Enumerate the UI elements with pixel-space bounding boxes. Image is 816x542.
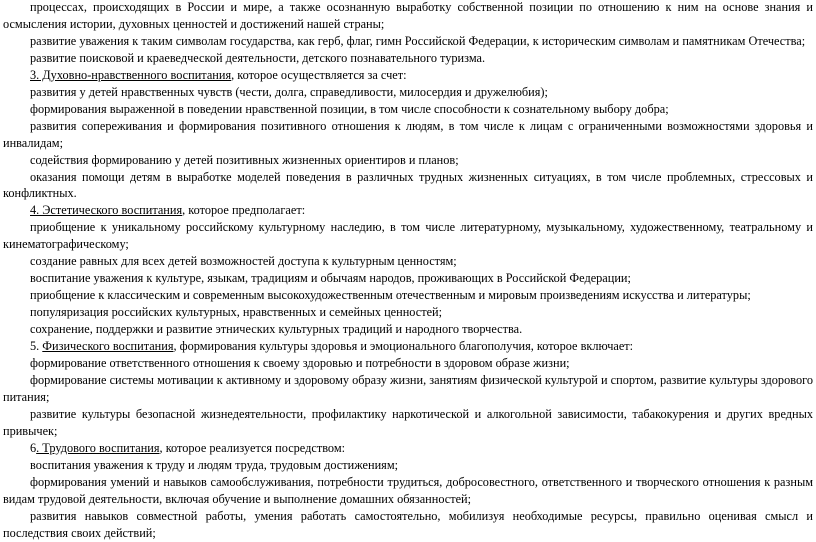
paragraph: развития навыков совместной работы, умения работать самостоятельно, мобилизуя необходимые ресурсы, правильно оценивая смысл и последствия своих действий; xyxy=(3,508,813,540)
paragraph: содействия формированию у детей позитивных жизненных ориентиров и планов; xyxy=(30,152,459,167)
heading-rest: , которое реализуется посредством: xyxy=(159,440,346,455)
paragraph: формирования умений и навыков самообслуживания, потребности трудиться, добросовестного, ответственного и творческого отношения к разным видам трудовой деятельности, включая обучение и выполнение домашних обязанностей; xyxy=(3,474,813,506)
paragraph: формирование ответственного отношения к своему здоровью и потребности в здоровом образе жизни; xyxy=(30,356,570,371)
paragraph: процессах, происходящих в России и мире, а также осознанную выработку собственной позиции по отношению к ним на основе знания и осмысления истории, духовных ценностей и достижений нашей страны; xyxy=(3,0,813,31)
paragraph: формирования выраженной в поведении нравственной позиции, в том числе способности к сознательному выбору добра; xyxy=(30,101,669,116)
paragraph: развития у детей нравственных чувств (чести, долга, справедливости, милосердия и дружелюбия); xyxy=(30,84,548,99)
paragraph: популяризация российских культурных, нравственных и семейных ценностей; xyxy=(30,305,443,320)
heading-rest: , формирования культуры здоровья и эмоционального благополучия, которое включает: xyxy=(173,339,634,354)
paragraph: развития сопереживания и формирования позитивного отношения к людям, в том числе к лицам с ограниченными возможностями здоровья и инвалидам; xyxy=(3,118,813,150)
paragraph: развитие поисковой и краеведческой деятельности, детского познавательного туризма. xyxy=(30,50,486,65)
paragraph: воспитание уважения к культуре, языкам, традициям и обычаям народов, проживающих в Российской Федерации; xyxy=(30,271,631,286)
section-heading-4 xyxy=(3,202,813,219)
section-heading-6 xyxy=(3,440,813,457)
section-heading-5 xyxy=(3,338,813,355)
heading-title: Физического воспитания xyxy=(42,339,174,354)
paragraph: приобщение к классическим и современным высокохудожественным отечественным и мировым произведениям искусства и литературы; xyxy=(30,288,751,303)
heading-prefix: 5. xyxy=(30,339,43,354)
paragraph: создание равных для всех детей возможностей доступа к культурным ценностям; xyxy=(30,254,457,269)
heading-prefix: 6 xyxy=(30,440,37,455)
heading-rest: , которое предполагает: xyxy=(182,203,306,218)
paragraph: развитие уважения к таким символам государства, как герб, флаг, гимн Российской Федерации, к историческим символам и памятникам Отечества; xyxy=(30,33,806,48)
paragraph: приобщение к уникальному российскому культурному наследию, в том числе литературному, музыкальному, художественному, театральному и кинематографическому; xyxy=(3,220,813,252)
paragraph: сохранение, поддержки и развитие этнических культурных традиций и народного творчества. xyxy=(30,322,523,337)
paragraph: оказания помощи детям в выработке моделей поведения в различных трудных жизненных ситуациях, в том числе проблемных, стрессовых и конфликтных. xyxy=(3,169,813,201)
heading-rest: , которое осуществляется за счет: xyxy=(231,67,407,82)
paragraph: формирование системы мотивации к активному и здоровому образу жизни, занятиям физической культурой и спортом, развитие культуры здорового питания; xyxy=(3,372,813,404)
heading-title: . Трудового воспитания xyxy=(36,440,160,455)
heading-title: 3. Духовно-нравственного воспитания xyxy=(30,67,232,82)
section-heading-3 xyxy=(3,67,813,84)
paragraph: развитие культуры безопасной жизнедеятельности, профилактику наркотической и алкогольной зависимости, табакокурения и других вредных привычек; xyxy=(3,406,813,438)
heading-title: 4. Эстетического воспитания xyxy=(30,203,183,218)
paragraph: воспитания уважения к труду и людям труда, трудовым достижениям; xyxy=(30,457,399,472)
